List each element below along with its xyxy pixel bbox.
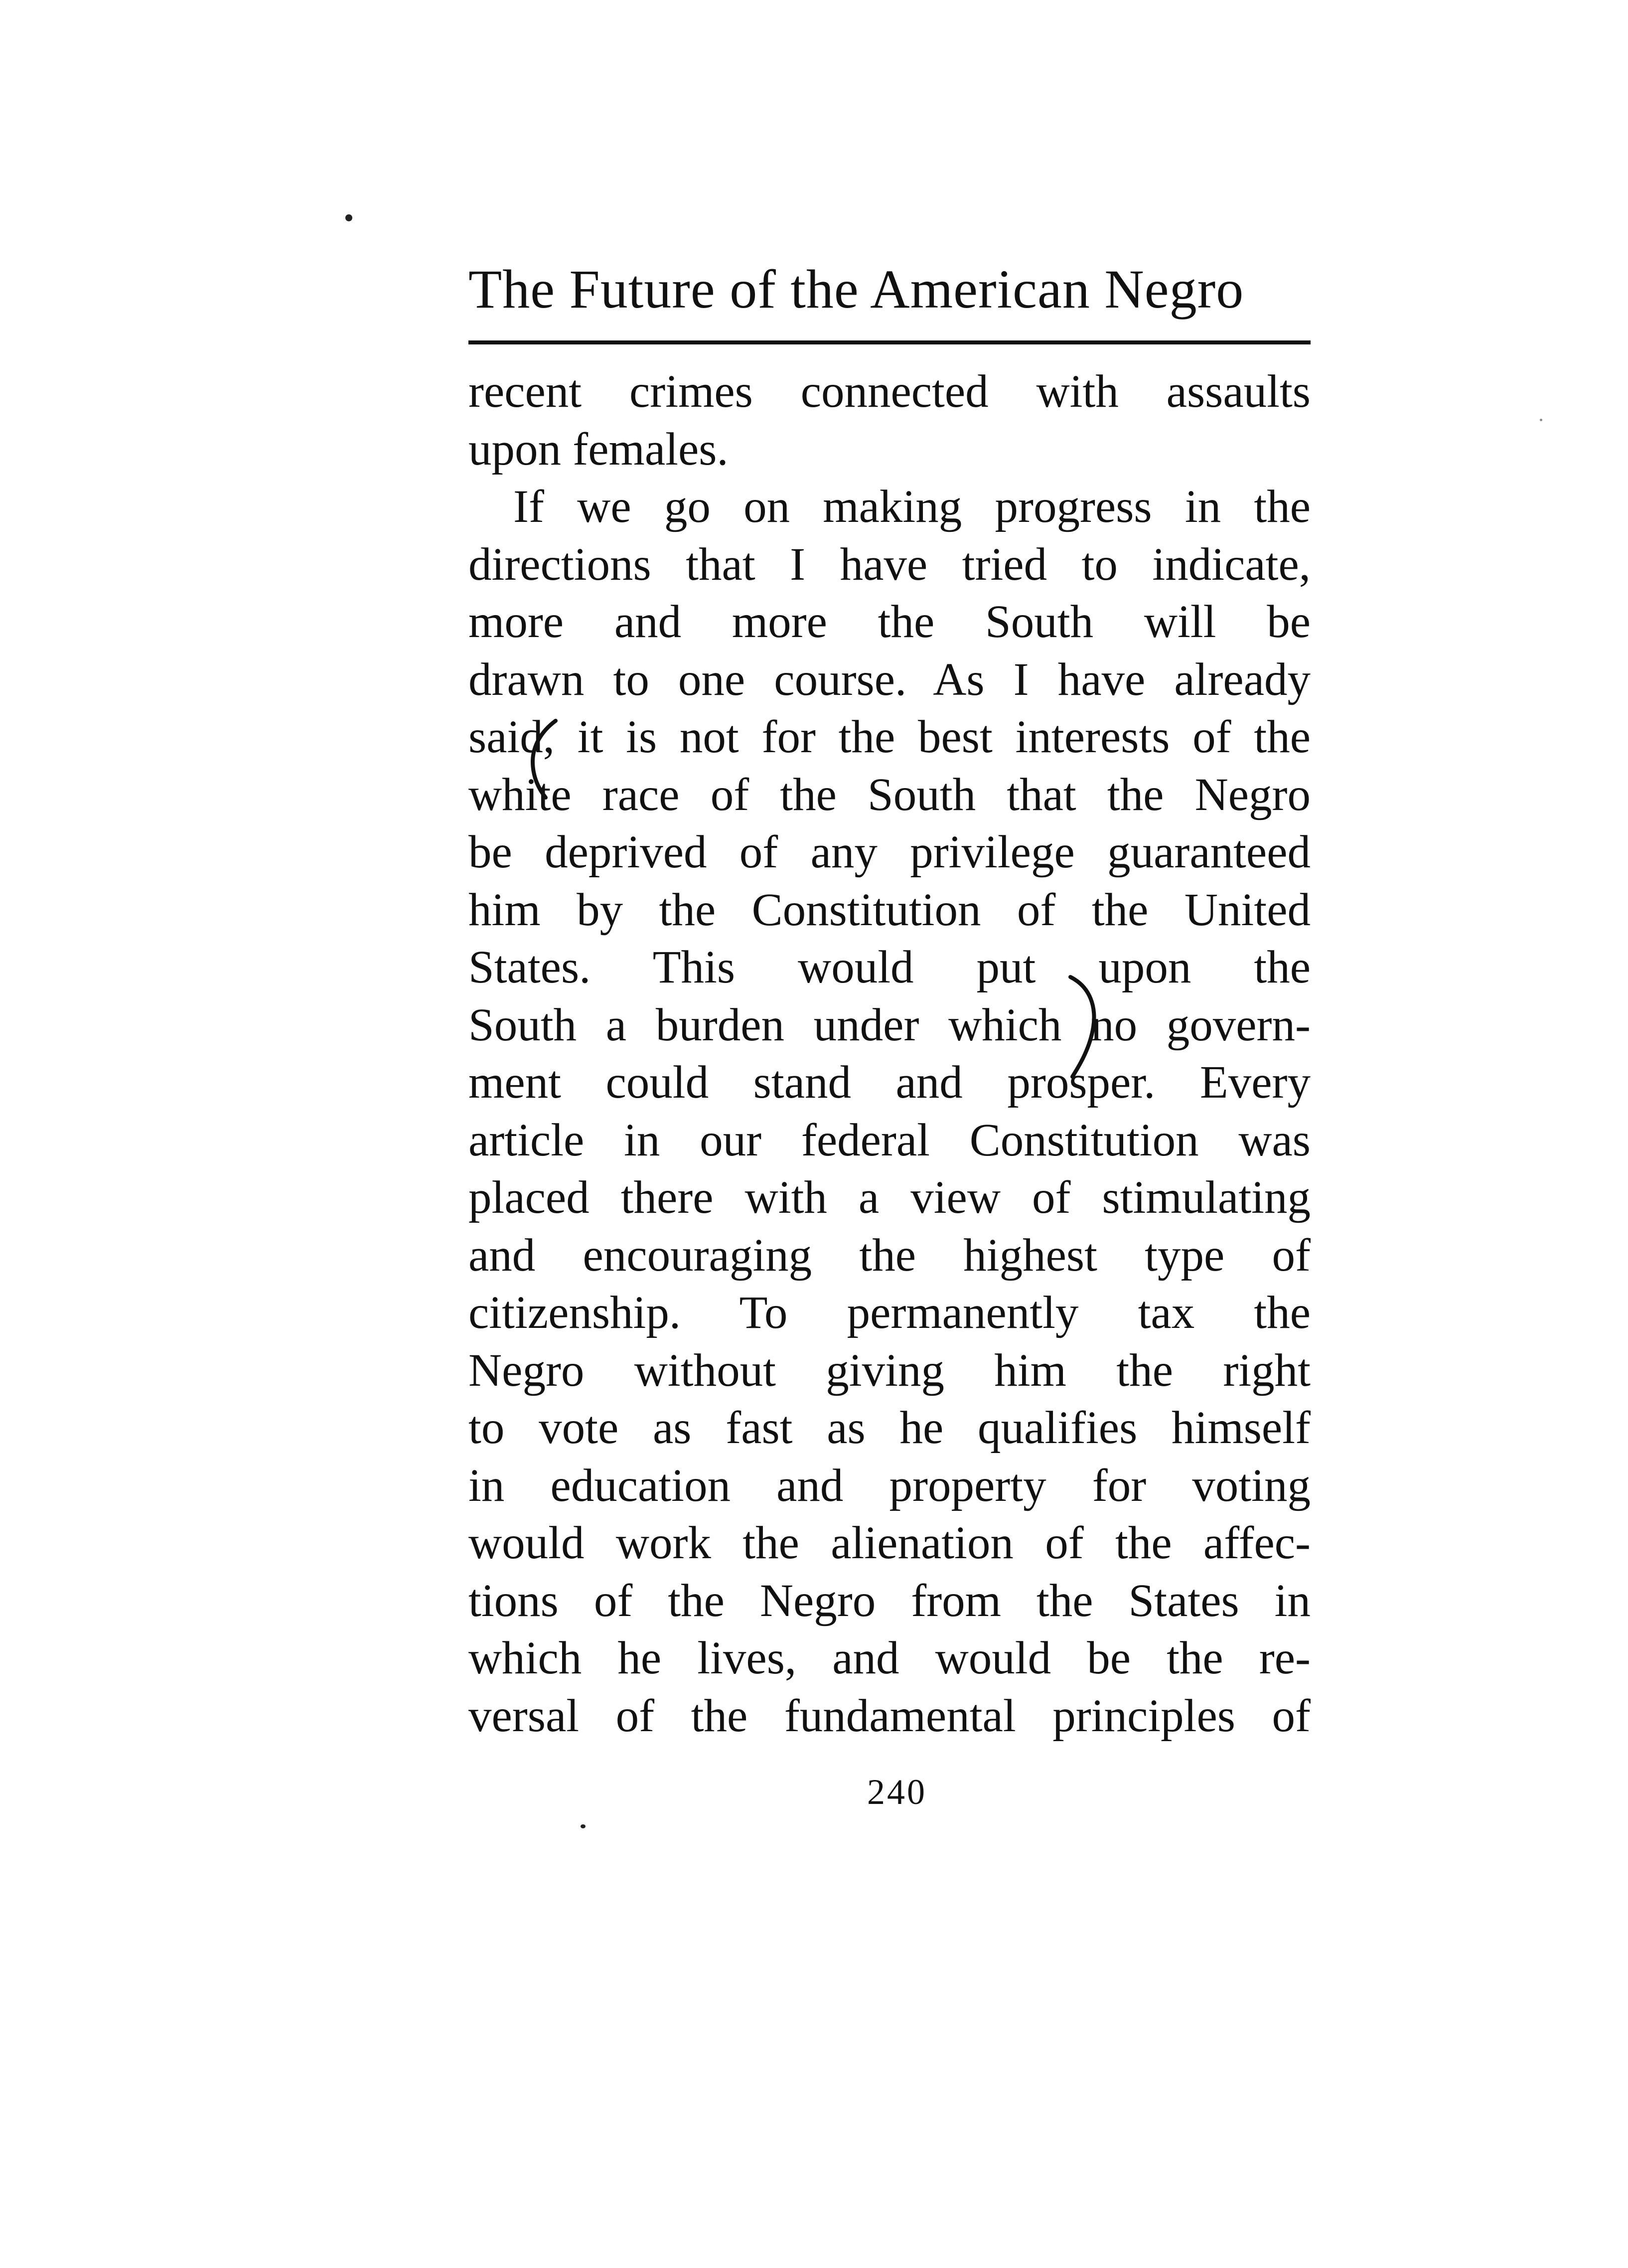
body-text bbox=[468, 363, 1311, 1745]
handwritten-open-bracket-mark bbox=[526, 717, 561, 802]
text-line: said, it is not for the best interests of the bbox=[468, 711, 1311, 763]
text-line: States. This would put upon the bbox=[468, 942, 1311, 993]
text-line: him by the Constitution of the United bbox=[468, 884, 1311, 936]
page-number: 240 bbox=[867, 1772, 927, 1812]
text-line: in education and property for voting bbox=[468, 1459, 1311, 1511]
ink-speck bbox=[581, 1824, 586, 1828]
ink-speck bbox=[1540, 419, 1542, 421]
text-line: which he lives, and would be the re- bbox=[468, 1632, 1311, 1684]
ink-speck bbox=[345, 214, 352, 221]
text-line: citizenship. To permanently tax the bbox=[468, 1287, 1311, 1338]
running-head: The Future of the American Negro bbox=[468, 259, 1244, 320]
text-line: would work the alienation of the affec- bbox=[468, 1517, 1311, 1569]
text-line: placed there with a view of stimulating bbox=[468, 1172, 1311, 1223]
text-line: Negro without giving him the right bbox=[468, 1344, 1311, 1396]
text-line: article in our federal Constitution was bbox=[468, 1114, 1311, 1166]
handwritten-close-bracket-mark bbox=[1065, 972, 1105, 1082]
text-line: more and more the South will be bbox=[468, 596, 1311, 648]
header-rule bbox=[468, 340, 1311, 344]
text-line: directions that I have tried to indicate, bbox=[468, 538, 1311, 590]
text-line: to vote as fast as he qualifies himself bbox=[468, 1402, 1311, 1454]
text-line: tions of the Negro from the States in bbox=[468, 1575, 1311, 1626]
text-line: white race of the South that the Negro bbox=[468, 769, 1311, 820]
text-line: drawn to one course. As I have already bbox=[468, 653, 1311, 705]
text-line: upon females. bbox=[468, 423, 729, 475]
text-line: recent crimes connected with assaults bbox=[468, 366, 1311, 417]
text-line: ment could stand and prosper. Every bbox=[468, 1057, 1311, 1108]
text-line: versal of the fundamental principles of bbox=[468, 1690, 1311, 1742]
text-line: If we go on making progress in the bbox=[513, 481, 1311, 532]
text-line: be deprived of any privilege guaranteed bbox=[468, 826, 1311, 878]
text-line: and encouraging the highest type of bbox=[468, 1229, 1311, 1281]
text-line: South a burden under which no govern- bbox=[468, 999, 1311, 1051]
